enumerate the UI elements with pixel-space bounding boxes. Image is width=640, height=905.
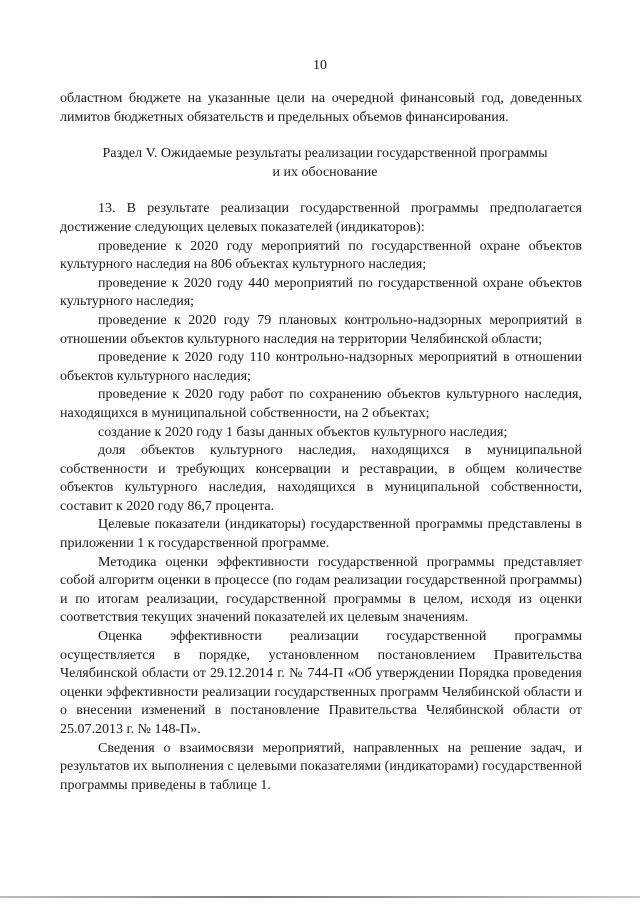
intro-paragraph: областном бюджете на указанные цели на очередной финансовый год, доведенных лимитов бюджетных обязательств и предельных объемов финансирования. [60, 91, 582, 125]
paragraph: Оценка эффективности реализации государственной программы осуществляется в порядке, установленном постановлением Правительства Челябинской области от 29.12.2014 г. № 744-П «Об утверждении Порядка проведения оценки эффективности реализации государственных программ Челябинской области и о внесении изменений в постановление Правительства Челябинской области от 25.07.2013 г. № 148-П». [60, 629, 582, 737]
paragraph: Методика оценки эффективности государственной программы представляет собой алгоритм оценки в процессе (по годам реализации государственной программы) и по итогам реализации, государственной программы в целом, исходя из оценки соответствия текущих значений показателей их целевым значениям. [60, 554, 582, 626]
section-title: Раздел V. Ожидаемые результаты реализации государственной программы и их обоснование [102, 146, 548, 180]
paragraph: доля объектов культурного наследия, находящихся в муниципальной собственности и требующих консервации и реставрации, в общем количестве объектов культурного наследия, находящихся в муниципальной собственности, составит к 2020 году 86,7 процента. [60, 443, 582, 514]
page-number: 10 [313, 58, 327, 73]
paragraph: Сведения о взаимосвязи мероприятий, направленных на решение задач, и результатов их выполнения с целевыми показателями (индикаторами) государственной программы приведены в таблице 1. [60, 740, 582, 793]
paragraph: проведение к 2020 году работ по сохранению объектов культурного наследия, находящихся в муниципальной собственности, на 2 объектах; [60, 387, 582, 421]
scan-edge-line [0, 896, 640, 898]
paragraph: 13. В результате реализации государственной программы предполагается достижение следующих целевых показателей (индикаторов): [60, 201, 582, 235]
paragraph: проведение к 2020 году 110 контрольно-надзорных мероприятий в отношении объектов культурного наследия; [60, 350, 582, 384]
paragraph: проведение к 2020 году 79 плановых контрольно-надзорных мероприятий в отношении объектов культурного наследия на территории Челябинской области; [60, 312, 582, 347]
paragraph: Целевые показатели (индикаторы) государственной программы представлены в приложении 1 к государственной программе. [60, 517, 582, 552]
paragraph: создание к 2020 году 1 базы данных объектов культурного наследия; [98, 424, 508, 440]
paragraph: проведение к 2020 году мероприятий по государственной охране объектов культурного наследия на 806 объектах культурного наследия; [60, 238, 582, 273]
document-body [60, 90, 582, 795]
paragraph: проведение к 2020 году 440 мероприятий по государственной охране объектов культурного наследия; [60, 275, 582, 310]
